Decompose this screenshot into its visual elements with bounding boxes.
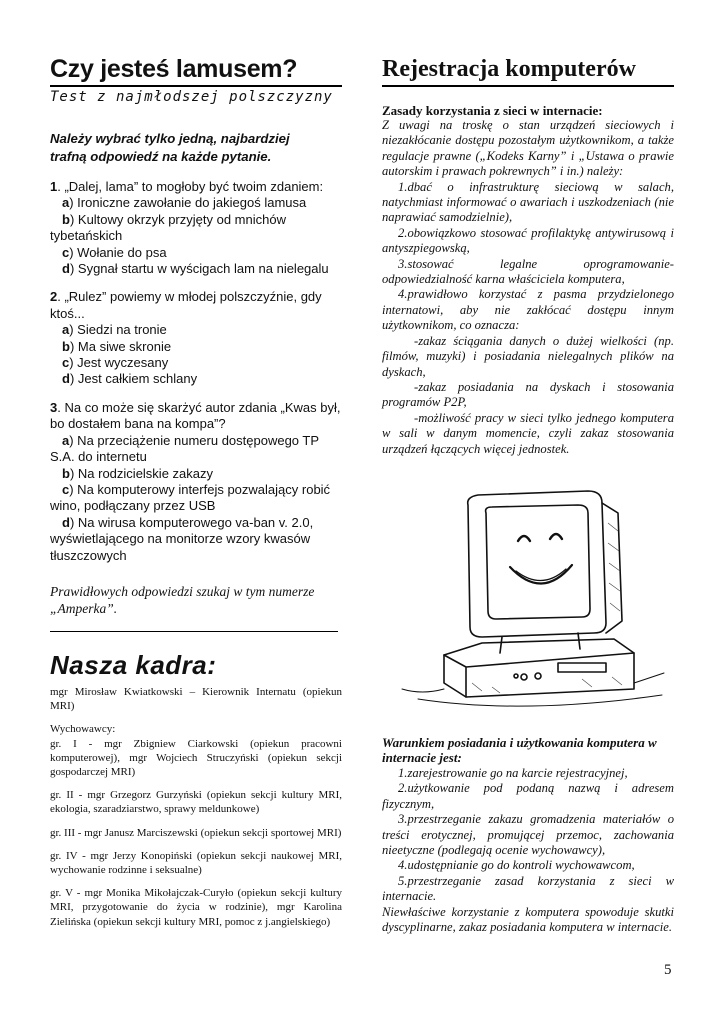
condition-item: 3.przestrzeganie zakazu gromadzenia materiałów o treści erotycznej, promującej przemoc, zachowania nieetyczne (podlegają ocenie wychowawcy), xyxy=(382,812,674,858)
staff-entry: gr. IV - mgr Jerzy Konopiński (opiekun sekcji naukowej MRI, wychowanie rodzinne i seksualne) xyxy=(50,849,342,877)
rule-subitem: -zakaz posiadania na dyskach i stosowania programów P2P, xyxy=(382,379,674,410)
quiz-title: Czy jesteś lamusem? xyxy=(50,55,342,87)
question-2 xyxy=(50,289,342,387)
answer-option: b) Kultowy okrzyk przyjęty od mnichów tybetańskich xyxy=(50,211,286,244)
question-number: 1 xyxy=(50,179,58,194)
staff-entry: Wychowawcy: gr. I - mgr Zbigniew Ciarkowski (opiekun pracowni komputerowej), mgr Wojciech Struczyński (opiekun sekcji gospodarczej MRI) xyxy=(50,723,342,779)
quiz-subtitle: Test z najmłodszej polszczyzny xyxy=(50,89,333,105)
section-divider xyxy=(50,631,338,632)
staff-entry: gr. V - mgr Monika Mikołajczak-Curyło (opiekun sekcji kultury MRI, przygotowanie do życia w rodzinie), mgr Karolina Zielińska (opiekun sekcji kultury MRI, pomoc z j.angielskiego) xyxy=(50,887,342,928)
staff-list xyxy=(50,685,342,938)
answer-option: c) Wołanie do psa xyxy=(62,244,167,260)
answer-option: c) Jest wyczesany xyxy=(62,355,169,371)
condition-item: 1.zarejestrowanie go na karcie rejestracyjnej, xyxy=(398,766,628,780)
smiling-computer-illustration xyxy=(382,483,674,713)
quiz-instructions: Należy wybrać tylko jedną, najbardziej trafną odpowiedź na każde pytanie. xyxy=(50,131,290,164)
answer-option: d) Na wirusa komputerowego va-ban v. 2.0, wyświetlającego na monitorze wzory kwasów tłuszczowych xyxy=(50,514,314,563)
condition-item: 5.przestrzeganie zasad korzystania z sieci w internacie. xyxy=(382,873,674,904)
answers-note: Prawidłowych odpowiedzi szukaj w tym numerze „Amperka”. xyxy=(50,584,315,616)
answer-option: b) Ma siwe skronie xyxy=(62,338,172,354)
network-rules-heading: Zasady korzystania z sieci w internacie: xyxy=(382,103,603,118)
rule-subitem: -możliwość pracy w sieci tylko jednego komputera w sali w danym momencie, czyli zakaz stosowania urządzeń łączących więcej jednostek. xyxy=(382,410,674,456)
conditions-heading: Warunkiem posiadania i użytkowania komputera w internacie jest: xyxy=(382,735,657,766)
question-3 xyxy=(50,400,342,564)
staff-entry: mgr Mirosław Kwiatkowski – Kierownik Internatu (opiekun MRI) xyxy=(50,686,342,713)
rule-item: 3.stosować legalne oprogramowanie-odpowiedzialność karna właściciela komputera, xyxy=(382,256,674,287)
answer-option: d) Jest całkiem schlany xyxy=(62,371,198,387)
question-1 xyxy=(50,179,342,277)
rule-item: 1.dbać o infrastrukturę sieciową w salach, natychmiast informować o awariach i uszkodzeniach (nie naprawiać samodzielnie), xyxy=(382,179,674,225)
quiz-questions xyxy=(50,179,342,576)
condition-item: 2.użytkowanie pod podaną nazwą i adresem fizycznym, xyxy=(382,781,674,811)
answer-option: a) Ironiczne zawołanie do jakiegoś lamusa xyxy=(62,195,307,211)
rule-item: 4.prawidłowo korzystać z pasma przydzielonego internatowi, aby nie zakłócać dostępu innym użytkownikom, co oznacza: xyxy=(382,287,674,333)
staff-entry: gr. III - mgr Janusz Marciszewski (opiekun sekcji sportowej MRI) xyxy=(50,826,342,839)
answer-option: b) Na rodzicielskie zakazy xyxy=(62,465,213,481)
rules-intro: Z uwagi na troskę o stan urządzeń sieciowych i niezakłócanie dostępu pozostałym użytkownikom, a także regulacje prawne („Kodeks Karny” i „Ustawa o prawie autorskim i prawach pokrewnych” i in.) należy: xyxy=(382,118,674,179)
answer-option: a) Siedzi na tronie xyxy=(62,322,167,338)
condition-item: 4.udostępnianie go do kontroli wychowawcom, xyxy=(398,858,635,873)
conditions-footer: Niewłaściwe korzystanie z komputera spowoduje skutki dyscyplinarne, zakaz posiadania komputera w internacie. xyxy=(382,904,674,935)
conditions-list xyxy=(382,766,674,935)
rule-subitem: -zakaz ściągania danych o dużej wielkości (np. filmów, muzyki) i posiadania nielegalnych plików na dyskach, xyxy=(382,333,674,379)
question-text: . „Dalej, lama” to mogłoby być twoim zdaniem: xyxy=(57,179,324,194)
question-text: . Na co może się skarżyć autor zdania „Kwas był, bo dostałem bana na kompa”? xyxy=(50,399,341,432)
answer-option: a) Na przeciążenie numeru dostępowego TP S.A. do internetu xyxy=(50,432,319,465)
staff-entry: gr. II - mgr Grzegorz Gurzyński (opiekun sekcji kultury MRI, ekologia, szaradziarstwo, sprawy meldunkowe) xyxy=(50,789,342,816)
page-number: 5 xyxy=(664,962,672,978)
question-number: 2 xyxy=(50,289,58,305)
question-number: 3 xyxy=(50,399,58,415)
rule-item: 2.obowiązkowo stosować profilaktykę antywirusową i antyszpiegowską, xyxy=(382,225,674,256)
answer-option: d) Sygnał startu w wyścigach lam na nielegalu xyxy=(62,261,329,277)
registration-title: Rejestracja komputerów xyxy=(382,56,674,87)
staff-title: Nasza kadra: xyxy=(50,650,217,680)
question-text: . „Rulez” powiemy w młodej polszczyźnie, gdy ktoś... xyxy=(50,289,322,321)
answer-option: c) Na komputerowy interfejs pozwalający robić wino, podłączany przez USB xyxy=(50,481,331,514)
network-rules xyxy=(382,118,674,457)
